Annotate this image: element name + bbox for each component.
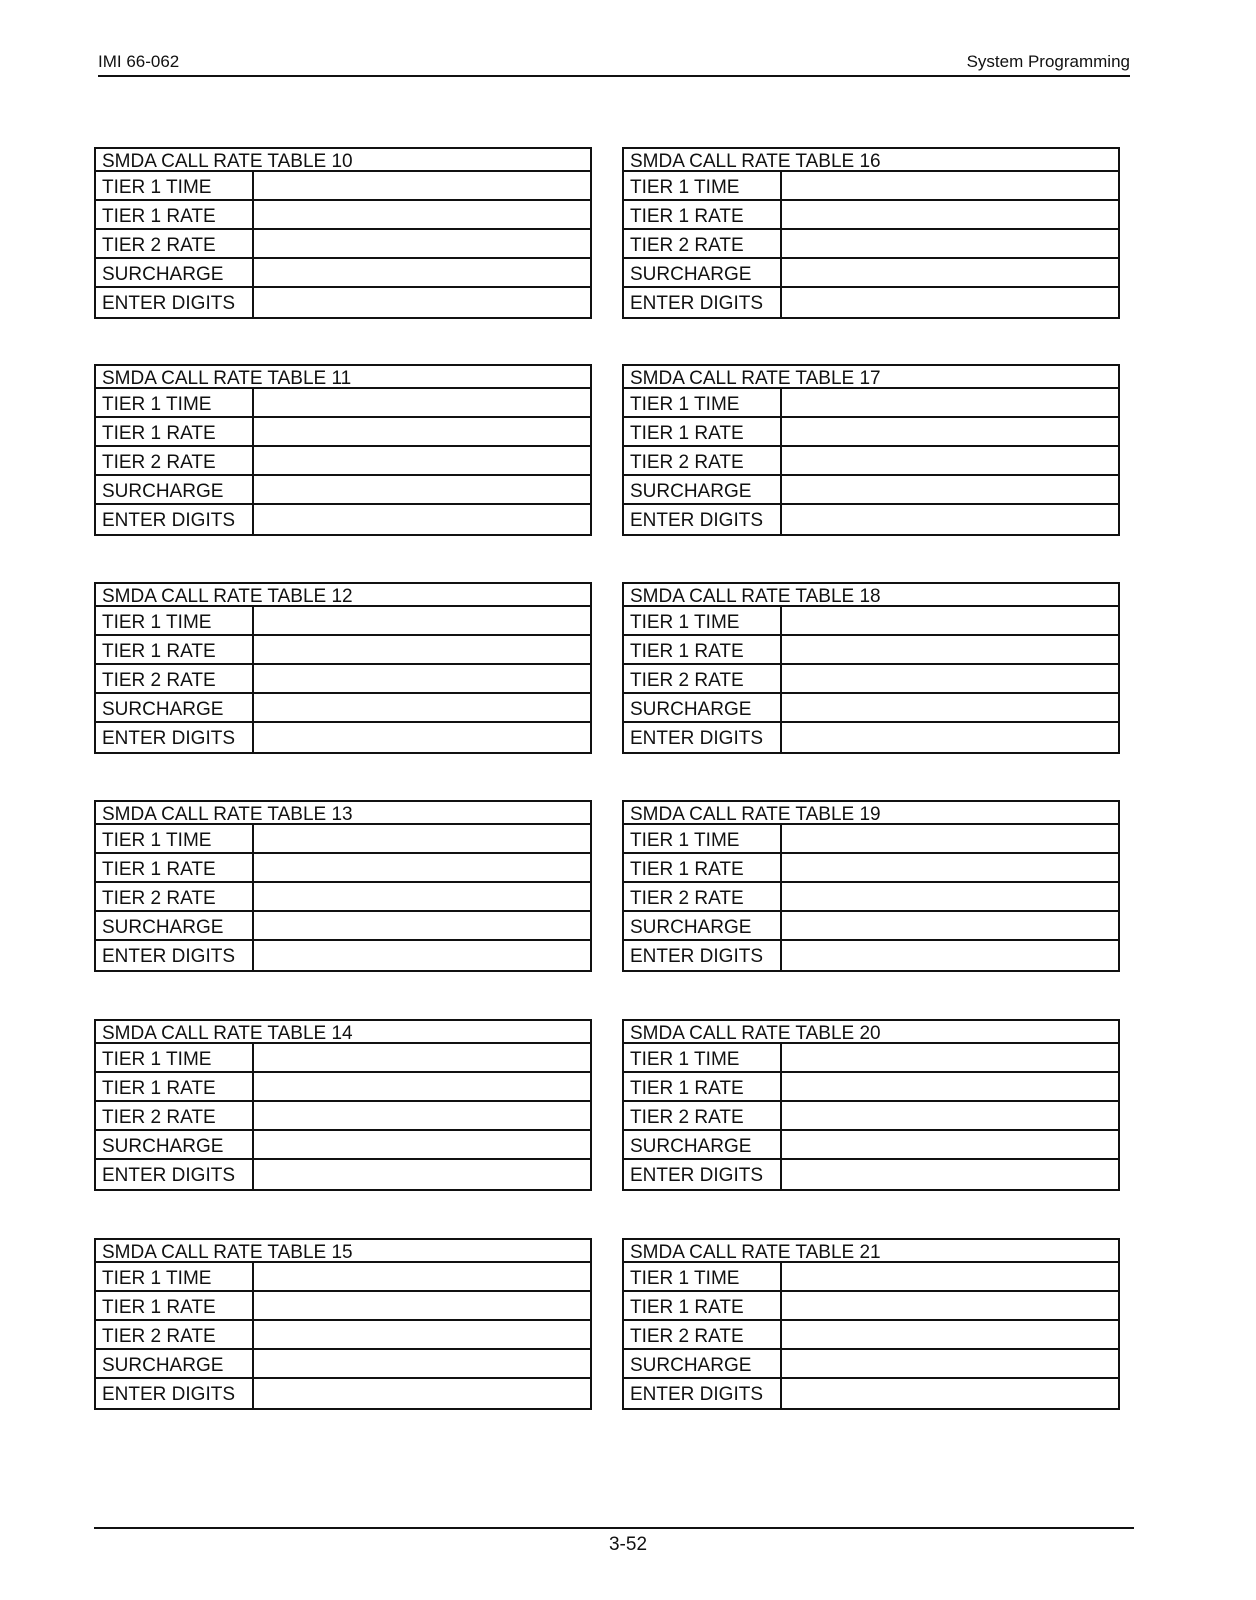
row-label: ENTER DIGITS: [624, 505, 782, 534]
value-cell: [782, 854, 1118, 881]
table-row: [96, 201, 590, 230]
value-cell: [254, 607, 590, 634]
rate-table-title: SMDA CALL RATE TABLE 13: [96, 802, 590, 825]
table-row: [624, 288, 1118, 317]
value-cell: [782, 172, 1118, 199]
value-cell: [782, 288, 1118, 317]
row-label: TIER 1 RATE: [96, 418, 254, 445]
table-row: [624, 389, 1118, 418]
row-label: TIER 1 RATE: [96, 636, 254, 663]
table-row: [624, 447, 1118, 476]
table-row: [624, 941, 1118, 970]
row-label: SURCHARGE: [96, 259, 254, 286]
rate-table-title: SMDA CALL RATE TABLE 11: [96, 366, 590, 389]
row-label: TIER 2 RATE: [624, 1102, 782, 1129]
value-cell: [782, 1073, 1118, 1100]
rate-table-title: SMDA CALL RATE TABLE 15: [96, 1240, 590, 1263]
row-label: TIER 1 TIME: [624, 1044, 782, 1071]
table-row: [624, 1350, 1118, 1379]
table-row: [624, 476, 1118, 505]
value-cell: [254, 941, 590, 970]
table-row: [96, 941, 590, 970]
value-cell: [254, 1321, 590, 1348]
value-cell: [254, 825, 590, 852]
rate-table-title: SMDA CALL RATE TABLE 20: [624, 1021, 1118, 1044]
row-label: TIER 1 RATE: [96, 1073, 254, 1100]
value-cell: [782, 1321, 1118, 1348]
value-cell: [254, 1131, 590, 1158]
table-row: [624, 1263, 1118, 1292]
value-cell: [254, 1292, 590, 1319]
value-cell: [254, 723, 590, 752]
table-row: [96, 505, 590, 534]
rate-table: [622, 1238, 1120, 1410]
table-row: [96, 607, 590, 636]
table-row: [96, 883, 590, 912]
rate-table: [622, 1019, 1120, 1191]
table-row: [96, 636, 590, 665]
row-label: ENTER DIGITS: [96, 723, 254, 752]
table-row: [624, 1102, 1118, 1131]
row-label: ENTER DIGITS: [624, 288, 782, 317]
row-label: TIER 2 RATE: [96, 447, 254, 474]
value-cell: [782, 665, 1118, 692]
row-label: TIER 2 RATE: [624, 1321, 782, 1348]
table-row: [96, 854, 590, 883]
value-cell: [254, 665, 590, 692]
rate-table-title: SMDA CALL RATE TABLE 12: [96, 584, 590, 607]
row-label: TIER 1 RATE: [96, 1292, 254, 1319]
table-row: [624, 1292, 1118, 1321]
rate-table: [622, 582, 1120, 754]
rate-table: [94, 800, 592, 972]
rate-table-title: SMDA CALL RATE TABLE 17: [624, 366, 1118, 389]
row-label: TIER 1 TIME: [96, 825, 254, 852]
table-row: [96, 1379, 590, 1408]
row-label: ENTER DIGITS: [624, 941, 782, 970]
table-row: [96, 476, 590, 505]
rate-table-title: SMDA CALL RATE TABLE 14: [96, 1021, 590, 1044]
table-row: [96, 723, 590, 752]
row-label: TIER 1 RATE: [624, 418, 782, 445]
table-row: [96, 1160, 590, 1189]
table-row: [96, 389, 590, 418]
value-cell: [254, 1350, 590, 1377]
row-label: TIER 1 TIME: [96, 389, 254, 416]
row-label: ENTER DIGITS: [96, 941, 254, 970]
row-label: ENTER DIGITS: [624, 723, 782, 752]
value-cell: [254, 912, 590, 939]
value-cell: [782, 505, 1118, 534]
row-label: SURCHARGE: [96, 912, 254, 939]
row-label: SURCHARGE: [96, 694, 254, 721]
value-cell: [254, 172, 590, 199]
row-label: TIER 2 RATE: [624, 230, 782, 257]
table-row: [624, 607, 1118, 636]
row-label: TIER 1 TIME: [96, 607, 254, 634]
row-label: TIER 2 RATE: [96, 230, 254, 257]
row-label: TIER 2 RATE: [96, 1102, 254, 1129]
value-cell: [254, 1160, 590, 1189]
value-cell: [254, 201, 590, 228]
row-label: TIER 1 TIME: [96, 1044, 254, 1071]
table-row: [96, 259, 590, 288]
table-row: [96, 1321, 590, 1350]
value-cell: [254, 854, 590, 881]
value-cell: [782, 694, 1118, 721]
row-label: TIER 2 RATE: [624, 447, 782, 474]
table-row: [624, 825, 1118, 854]
row-label: TIER 2 RATE: [96, 1321, 254, 1348]
table-row: [624, 883, 1118, 912]
row-label: TIER 1 TIME: [624, 607, 782, 634]
row-label: TIER 2 RATE: [624, 665, 782, 692]
rate-table: [94, 364, 592, 536]
value-cell: [782, 1160, 1118, 1189]
value-cell: [782, 418, 1118, 445]
row-label: TIER 1 TIME: [96, 172, 254, 199]
rate-table-title: SMDA CALL RATE TABLE 19: [624, 802, 1118, 825]
table-row: [96, 288, 590, 317]
row-label: SURCHARGE: [624, 259, 782, 286]
row-label: ENTER DIGITS: [96, 505, 254, 534]
value-cell: [254, 418, 590, 445]
row-label: TIER 1 RATE: [624, 854, 782, 881]
table-row: [96, 694, 590, 723]
table-row: [96, 1263, 590, 1292]
value-cell: [782, 1350, 1118, 1377]
value-cell: [254, 389, 590, 416]
value-cell: [782, 1263, 1118, 1290]
value-cell: [782, 1292, 1118, 1319]
row-label: TIER 1 TIME: [624, 172, 782, 199]
table-row: [624, 1131, 1118, 1160]
value-cell: [782, 941, 1118, 970]
rate-table: [94, 1238, 592, 1410]
table-row: [624, 854, 1118, 883]
footer-rule: [94, 1527, 1134, 1529]
value-cell: [254, 1073, 590, 1100]
rate-table-title: SMDA CALL RATE TABLE 21: [624, 1240, 1118, 1263]
value-cell: [782, 389, 1118, 416]
row-label: SURCHARGE: [624, 1131, 782, 1158]
row-label: ENTER DIGITS: [96, 1160, 254, 1189]
value-cell: [254, 1379, 590, 1408]
section-title: System Programming: [966, 52, 1130, 71]
table-row: [96, 665, 590, 694]
value-cell: [254, 230, 590, 257]
table-row: [624, 259, 1118, 288]
value-cell: [254, 288, 590, 317]
table-row: [96, 1073, 590, 1102]
value-cell: [782, 912, 1118, 939]
value-cell: [782, 476, 1118, 503]
row-label: TIER 2 RATE: [624, 883, 782, 910]
table-row: [624, 230, 1118, 259]
page-number: 3-52: [608, 1534, 648, 1555]
table-row: [96, 825, 590, 854]
value-cell: [782, 447, 1118, 474]
row-label: SURCHARGE: [96, 1131, 254, 1158]
value-cell: [254, 1102, 590, 1129]
table-row: [624, 201, 1118, 230]
table-row: [624, 418, 1118, 447]
row-label: SURCHARGE: [624, 1350, 782, 1377]
table-row: [624, 1073, 1118, 1102]
row-label: ENTER DIGITS: [624, 1379, 782, 1408]
table-row: [624, 1160, 1118, 1189]
row-label: TIER 1 RATE: [624, 201, 782, 228]
row-label: TIER 1 TIME: [624, 1263, 782, 1290]
row-label: SURCHARGE: [624, 476, 782, 503]
value-cell: [782, 1131, 1118, 1158]
value-cell: [782, 825, 1118, 852]
document-id: IMI 66-062: [98, 52, 180, 71]
value-cell: [782, 1044, 1118, 1071]
table-row: [624, 665, 1118, 694]
table-row: [624, 912, 1118, 941]
value-cell: [254, 447, 590, 474]
rate-table: [94, 1019, 592, 1191]
value-cell: [254, 694, 590, 721]
value-cell: [782, 230, 1118, 257]
rate-table-title: SMDA CALL RATE TABLE 10: [96, 149, 590, 172]
row-label: TIER 1 RATE: [624, 636, 782, 663]
page-header: [98, 50, 1130, 77]
row-label: ENTER DIGITS: [624, 1160, 782, 1189]
row-label: SURCHARGE: [96, 476, 254, 503]
table-row: [96, 912, 590, 941]
table-row: [96, 418, 590, 447]
value-cell: [782, 201, 1118, 228]
table-row: [624, 172, 1118, 201]
value-cell: [254, 883, 590, 910]
row-label: ENTER DIGITS: [96, 1379, 254, 1408]
value-cell: [254, 1263, 590, 1290]
row-label: SURCHARGE: [624, 912, 782, 939]
table-row: [624, 1044, 1118, 1073]
rate-table: [94, 582, 592, 754]
table-row: [96, 1044, 590, 1073]
value-cell: [782, 1379, 1118, 1408]
rate-table-title: SMDA CALL RATE TABLE 16: [624, 149, 1118, 172]
row-label: TIER 1 RATE: [624, 1292, 782, 1319]
table-row: [624, 694, 1118, 723]
value-cell: [782, 607, 1118, 634]
row-label: SURCHARGE: [96, 1350, 254, 1377]
row-label: TIER 2 RATE: [96, 883, 254, 910]
row-label: TIER 2 RATE: [96, 665, 254, 692]
row-label: TIER 1 RATE: [624, 1073, 782, 1100]
table-row: [96, 1131, 590, 1160]
table-row: [96, 447, 590, 476]
row-label: TIER 1 TIME: [624, 389, 782, 416]
value-cell: [782, 883, 1118, 910]
table-row: [624, 1379, 1118, 1408]
table-row: [96, 1292, 590, 1321]
value-cell: [782, 723, 1118, 752]
value-cell: [254, 476, 590, 503]
rate-table: [622, 800, 1120, 972]
row-label: TIER 1 RATE: [96, 201, 254, 228]
row-label: SURCHARGE: [624, 694, 782, 721]
rate-table: [622, 147, 1120, 319]
table-row: [624, 1321, 1118, 1350]
value-cell: [254, 505, 590, 534]
value-cell: [782, 1102, 1118, 1129]
row-label: TIER 1 TIME: [96, 1263, 254, 1290]
rate-table: [94, 147, 592, 319]
value-cell: [782, 259, 1118, 286]
table-row: [96, 1102, 590, 1131]
table-row: [96, 1350, 590, 1379]
rate-table: [622, 364, 1120, 536]
row-label: TIER 1 TIME: [624, 825, 782, 852]
rate-table-title: SMDA CALL RATE TABLE 18: [624, 584, 1118, 607]
value-cell: [782, 636, 1118, 663]
table-row: [624, 723, 1118, 752]
table-row: [96, 172, 590, 201]
row-label: ENTER DIGITS: [96, 288, 254, 317]
row-label: TIER 1 RATE: [96, 854, 254, 881]
value-cell: [254, 636, 590, 663]
table-row: [96, 230, 590, 259]
table-row: [624, 636, 1118, 665]
value-cell: [254, 259, 590, 286]
value-cell: [254, 1044, 590, 1071]
table-row: [624, 505, 1118, 534]
